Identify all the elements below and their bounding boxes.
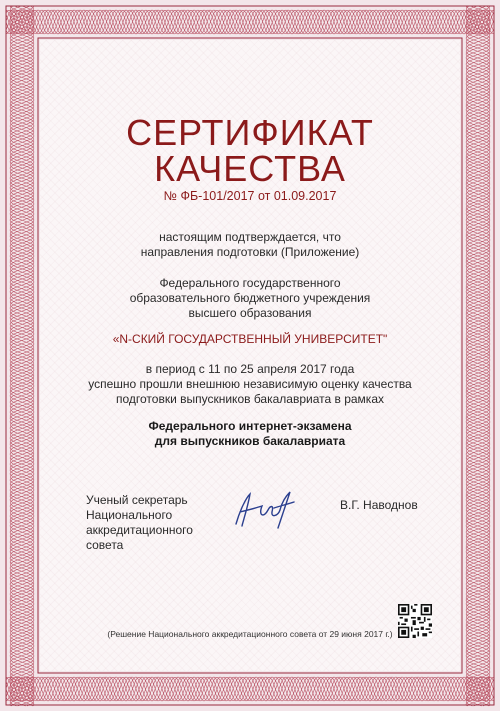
org-line: высшего образования (188, 306, 312, 320)
secretary-line: Национального (86, 508, 173, 522)
certificate-number: № ФБ-101/2017 от 01.09.2017 (163, 189, 337, 203)
org-line: образовательного бюджетного учреждения (129, 291, 371, 305)
secretary-title (86, 493, 193, 553)
confirm-text (0, 230, 500, 260)
signature-image (228, 486, 298, 532)
period-text (0, 362, 500, 407)
exam-line: Федерального интернет-экзамена (148, 419, 352, 433)
org-line: Федерального государственного (159, 276, 341, 290)
confirm-line: настоящим подтверждается, что (159, 230, 341, 244)
exam-line: для выпускников бакалавриата (154, 434, 346, 448)
period-line: успешно прошли внешнюю независимую оценку качества (88, 377, 412, 391)
secretary-line: аккредитационного (86, 523, 193, 537)
secretary-line: совета (86, 538, 124, 552)
period-line: подготовки выпускников бакалавриата в рамках (115, 392, 384, 406)
signer-name: В.Г. Наводнов (340, 498, 418, 512)
confirm-line: направления подготовки (Приложение) (140, 245, 360, 259)
university-name: «N-СКИЙ ГОСУДАРСТВЕННЫЙ УНИВЕРСИТЕТ" (112, 332, 388, 346)
certificate-title-line2: КАЧЕСТВА (154, 148, 346, 189)
certificate-title-line1: СЕРТИФИКАТ (126, 112, 374, 153)
period-line: в период с 11 по 25 апреля 2017 года (145, 362, 355, 376)
decision-note: (Решение Национального аккредитационного совета от 29 июня 2017 г.) (107, 629, 393, 639)
organization-text (0, 276, 500, 321)
secretary-line: Ученый секретарь (86, 493, 188, 507)
exam-name (0, 419, 500, 449)
